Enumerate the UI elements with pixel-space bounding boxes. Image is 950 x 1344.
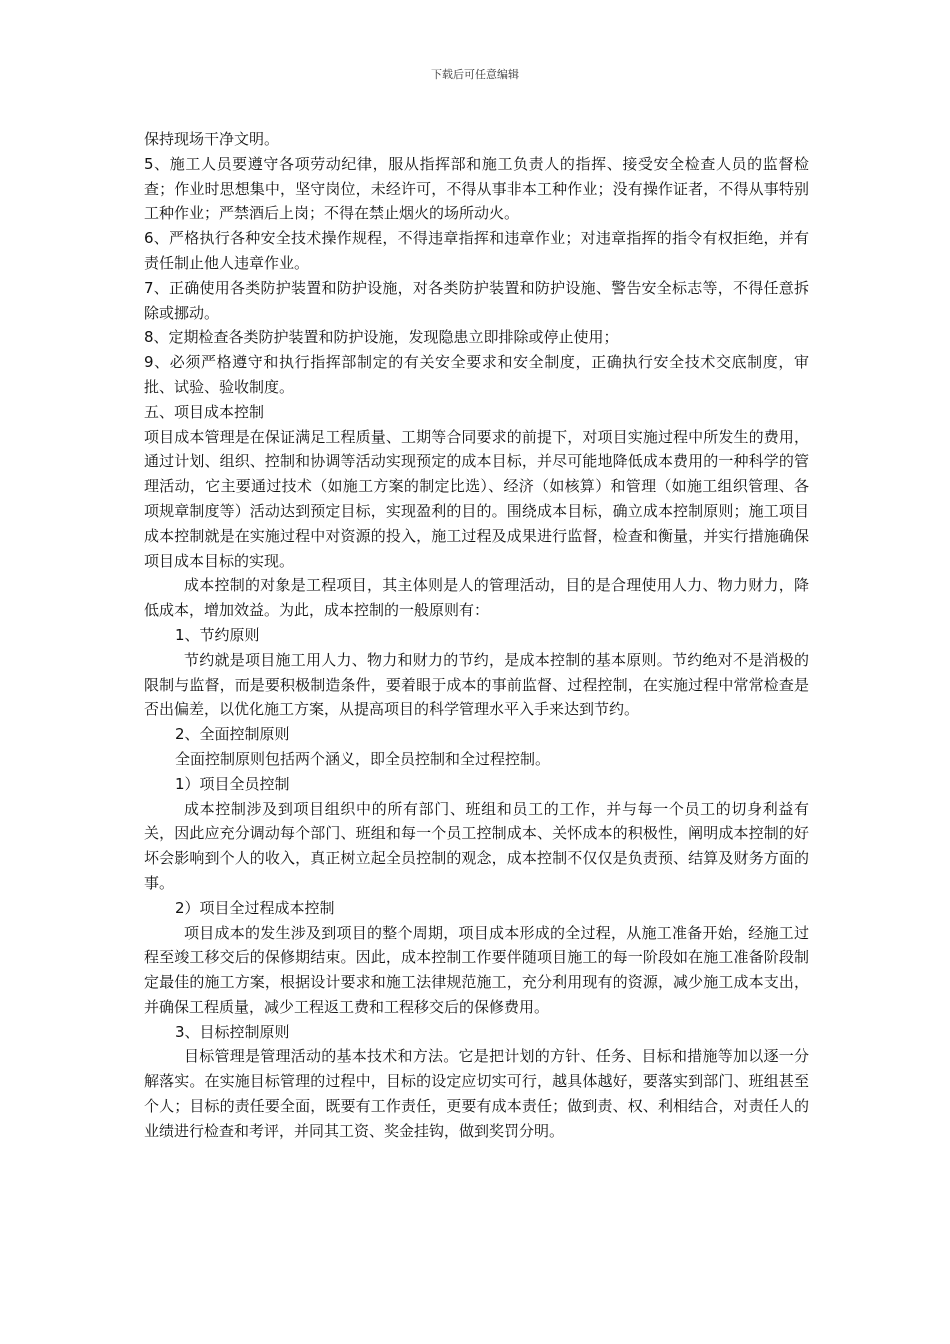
paragraph: 目标管理是管理活动的基本技术和方法。它是把计划的方针、任务、目标和措施等加以逐一分解落实。在实施目标管理的过程中，目标的设定应切实可行，越具体越好，要落实到部门、班组甚至个人；目标的责任要全面，既要有工作责任，更要有成本责任；做到责、权、利相结合，对责任人的业绩进行检查和考评，并同其工资、奖金挂钩，做到奖罚分明。	[144, 1047, 809, 1140]
paragraph: 项目成本管理是在保证满足工程质量、工期等合同要求的前提下，对项目实施过程中所发生的费用，通过计划、组织、控制和协调等活动实现预定的成本目标，并尽可能地降低成本费用的一种科学的管理活动，它主要通过技术（如施工方案的制定比选）、经济（如核算）和管理（如施工组织管理、各项规章制度等）活动达到预定目标，实现盈利的目的。围绕成本目标，确立成本控制原则；施工项目成本控制就是在实施过程中对资源的投入，施工过程及成果进行监督，检查和衡量，并实行措施确保项目成本目标的实现。	[144, 427, 809, 570]
paragraph: 全面控制原则包括两个涵义，即全员控制和全过程控制。	[175, 749, 551, 768]
list-item-6: 6、严格执行各种安全技术操作规程，不得违章指挥和违章作业；对违章指挥的指令有权拒绝，并有责任制止他人违章作业。	[144, 229, 809, 272]
section-heading: 五、项目成本控制	[144, 402, 265, 421]
subheading: 1）项目全员控制	[175, 774, 290, 793]
subheading: 2、全面控制原则	[175, 725, 290, 744]
subheading: 1、节约原则	[175, 625, 260, 644]
subheading: 3、目标控制原则	[175, 1022, 290, 1041]
paragraph: 成本控制的对象是工程项目，其主体则是人的管理活动，目的是合理使用人力、物力财力，降低成本，增加效益。为此，成本控制的一般原则有：	[144, 576, 809, 620]
list-item-7: 7、正确使用各类防护装置和防护设施，对各类防护装置和防护设施、警告安全标志等，不得任意拆除或挪动。	[144, 278, 809, 322]
document-body	[144, 127, 809, 1144]
list-item-8: 8、定期检查各类防护装置和防护设施，发现隐患立即排除或停止使用；	[144, 328, 619, 347]
list-item-9: 9、必须严格遵守和执行指挥部制定的有关安全要求和安全制度，正确执行安全技术交底制度，审批、试验、验收制度。	[144, 353, 809, 396]
list-item-5: 5、施工人员要遵守各项劳动纪律，服从指挥部和施工负责人的指挥、接受安全检查人员的监督检查；作业时思想集中，坚守岗位，未经许可，不得从事非本工种作业；没有操作证者，不得从事特别工种作业；严禁酒后上岗；不得在禁止烟火的场所动火。	[144, 154, 809, 223]
paragraph: 成本控制涉及到项目组织中的所有部门、班组和员工的工作，并与每一个员工的切身利益有关，因此应充分调动每个部门、班组和每一个员工控制成本、关怀成本的积极性，阐明成本控制的好坏会影响到个人的收入，真正树立起全员控制的观念，成本控制不仅仅是负责预、结算及财务方面的事。	[144, 799, 809, 892]
page-header: 下载后可任意编辑	[431, 68, 519, 81]
subheading: 2）项目全过程成本控制	[175, 898, 335, 917]
paragraph: 保持现场干净文明。	[144, 130, 280, 148]
paragraph: 节约就是项目施工用人力、物力和财力的节约，是成本控制的基本原则。节约绝对不是消极的限制与监督，而是要积极制造条件，要着眼于成本的事前监督、过程控制，在实施过程中常常检查是否出偏差，以优化施工方案，从提高项目的科学管理水平入手来达到节约。	[144, 650, 809, 719]
paragraph: 项目成本的发生涉及到项目的整个周期，项目成本形成的全过程，从施工准备开始，经施工过程至竣工移交后的保修期结束。因此，成本控制工作要伴随项目施工的每一阶段如在施工准备阶段制定最佳的施工方案，根据设计要求和施工法律规范施工，充分利用现有的资源，减少施工成本支出，并确保工程质量，减少工程返工费和工程移交后的保修费用。	[144, 923, 809, 1016]
